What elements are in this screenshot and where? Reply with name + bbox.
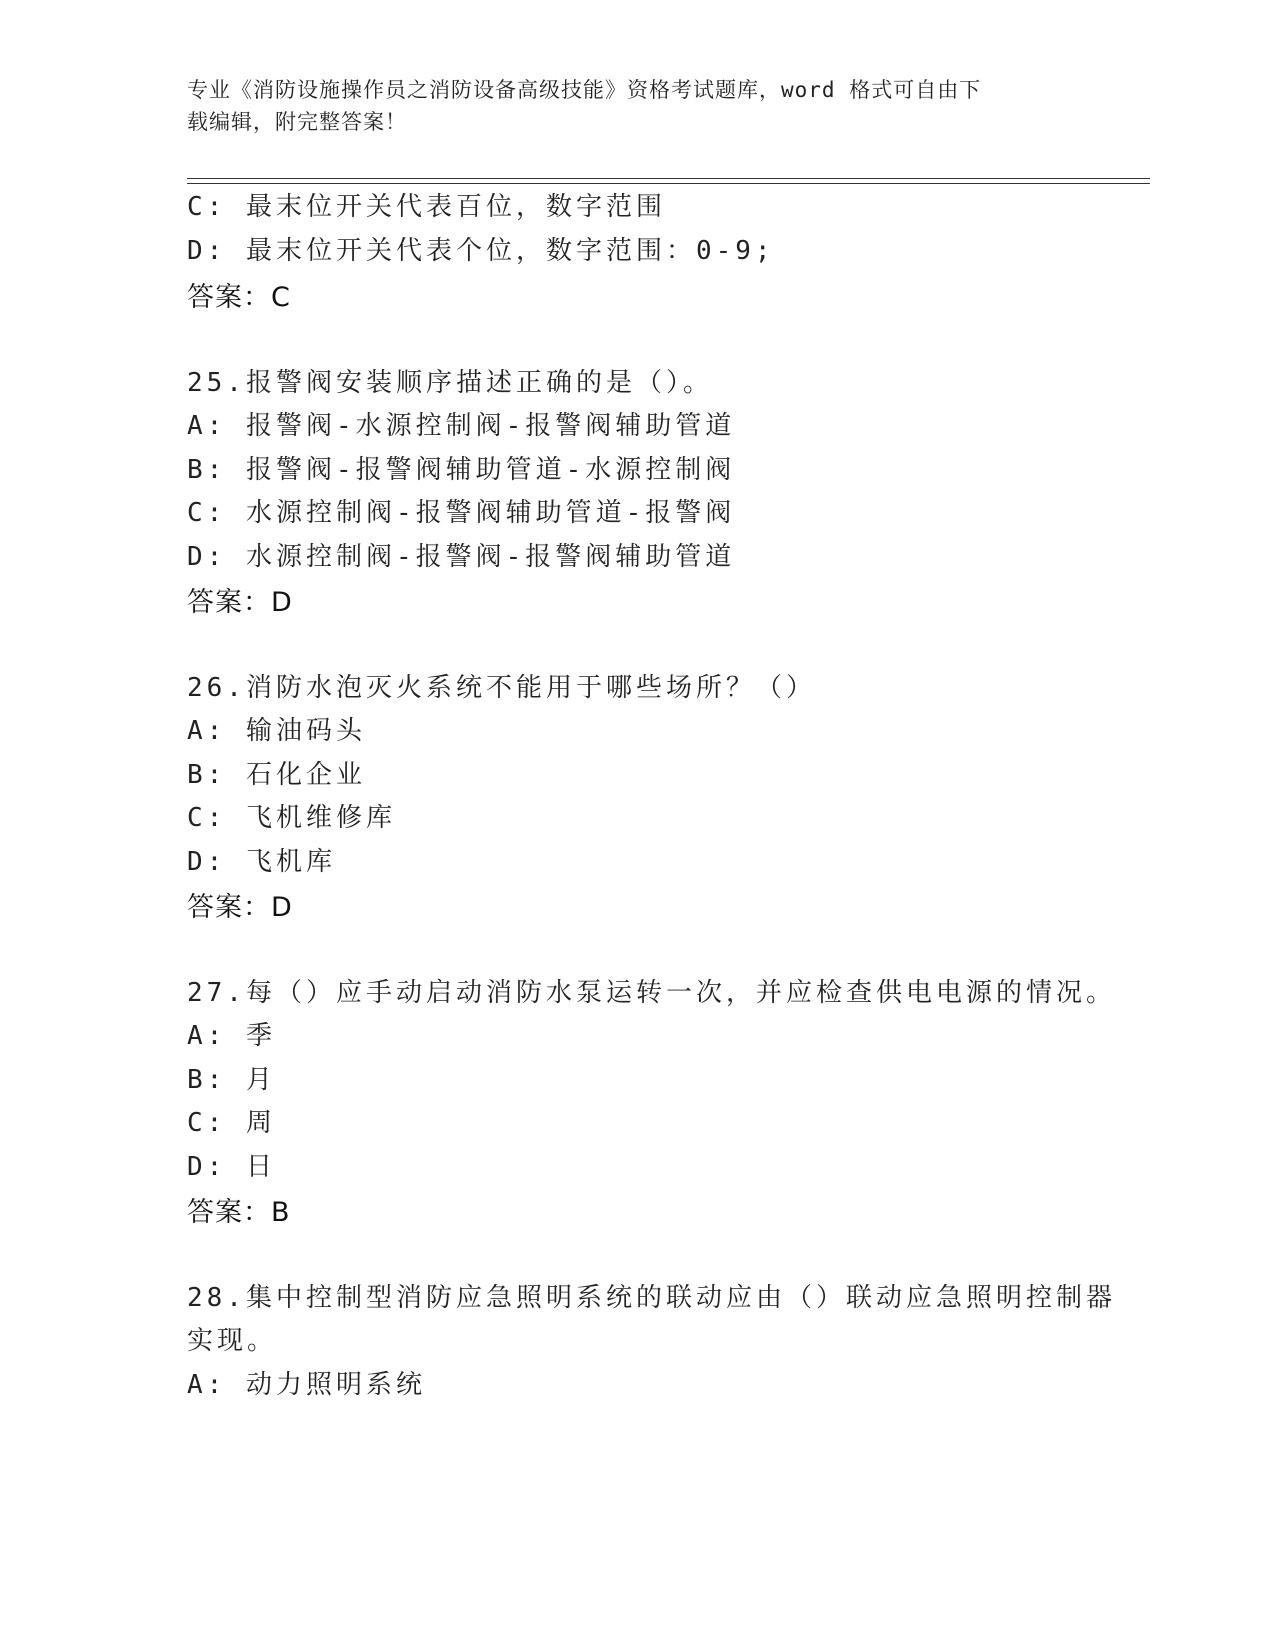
- q25-option-c: C: 水源控制阀-报警阀辅助管道-报警阀: [187, 498, 736, 528]
- q27-answer: 答案：B: [187, 1197, 291, 1228]
- header-divider-top: [187, 178, 1150, 179]
- q24-option-d: D: 最末位开关代表个位，数字范围：0-9;: [187, 236, 775, 266]
- q25-option-a: A: 报警阀-水源控制阀-报警阀辅助管道: [187, 411, 736, 441]
- q28-stem-line-2: 实现。: [187, 1326, 278, 1356]
- q28-option-a: A: 动力照明系统: [187, 1370, 426, 1400]
- q27-option-b: B: 月: [187, 1065, 276, 1095]
- q26-stem: 26.消防水泡灭火系统不能用于哪些场所？（）: [187, 673, 816, 703]
- header-line-1: 专业《消防设施操作员之消防设备高级技能》资格考试题库，word 格式可自由下: [187, 78, 982, 102]
- document-header: [187, 74, 1087, 138]
- q25-stem: 25.报警阀安装顺序描述正确的是（）。: [187, 368, 713, 398]
- q25-answer: 答案：D: [187, 587, 293, 618]
- q24-option-c: C: 最末位开关代表百位，数字范围: [187, 192, 666, 222]
- header-line-2: 载编辑，附完整答案！: [187, 110, 407, 134]
- q24-answer: 答案：C: [187, 282, 291, 313]
- q26-option-a: A: 输油码头: [187, 716, 366, 746]
- q26-option-b: B: 石化企业: [187, 760, 366, 790]
- header-divider-bottom: [187, 183, 1150, 184]
- q27-option-a: A: 季: [187, 1021, 276, 1051]
- q26-option-d: D: 飞机库: [187, 847, 336, 877]
- q27-option-d: D: 日: [187, 1152, 276, 1182]
- q26-option-c: C: 飞机维修库: [187, 803, 396, 833]
- q28-stem-line-1: 28.集中控制型消防应急照明系统的联动应由（）联动应急照明控制器: [187, 1283, 1116, 1313]
- q26-answer: 答案：D: [187, 892, 293, 923]
- q27-stem: 27.每（）应手动启动消防水泵运转一次，并应检查供电电源的情况。: [187, 978, 1116, 1008]
- q25-option-d: D: 水源控制阀-报警阀-报警阀辅助管道: [187, 542, 736, 572]
- q27-option-c: C: 周: [187, 1108, 276, 1138]
- q25-option-b: B: 报警阀-报警阀辅助管道-水源控制阀: [187, 455, 736, 485]
